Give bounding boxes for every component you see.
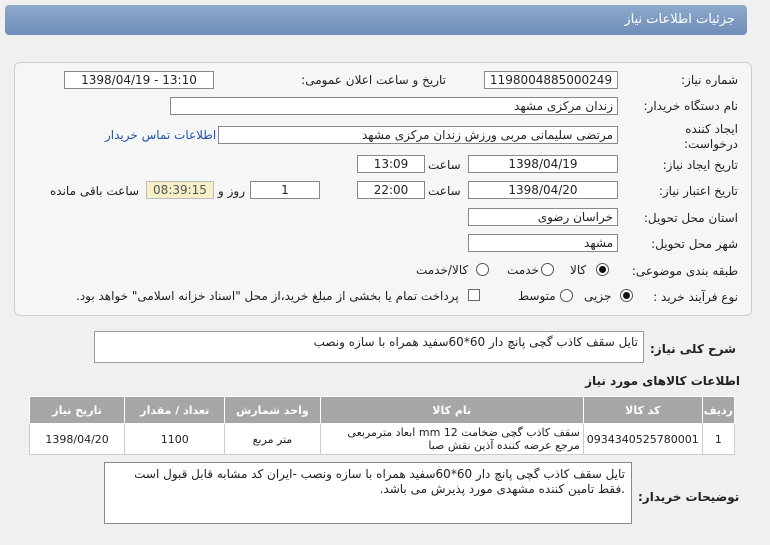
- category-goods-radio[interactable]: [596, 263, 609, 276]
- create-time-field[interactable]: 13:09: [357, 155, 425, 173]
- summary-text: تایل سقف کاذب گچی پانچ دار 60*60سفید همراه با سازه ونصب: [94, 331, 644, 363]
- creator-field[interactable]: مرتضی سلیمانی مربی ورزش زندان مرکزی مشهد: [218, 126, 618, 144]
- remaining-time-field: 08:39:15: [146, 181, 214, 199]
- process-minor-radio[interactable]: [620, 289, 633, 302]
- category-label: طبقه بندی موضوعی:: [631, 264, 738, 278]
- goods-section-title: اطلاعات کالاهای مورد نیاز: [585, 374, 740, 388]
- process-medium-radio[interactable]: [560, 289, 573, 302]
- remaining-time-label: ساعت باقی مانده: [50, 184, 140, 198]
- valid-date-label: تاریخ اعتبار نیاز:: [658, 184, 738, 198]
- cell-date: 1398/04/20: [30, 424, 125, 455]
- table-row: [30, 424, 735, 455]
- days-label: روز و: [218, 184, 245, 198]
- cell-code: 0934340525780001: [583, 424, 702, 455]
- buyer-field[interactable]: زندان مرکزی مشهد: [170, 97, 618, 115]
- summary-label: شرح کلی نیاز:: [650, 342, 736, 356]
- valid-date-field[interactable]: 1398/04/20: [468, 181, 618, 199]
- create-date-field[interactable]: 1398/04/19: [468, 155, 618, 173]
- cell-unit: متر مربع: [225, 424, 320, 455]
- creator-label: ایجاد کننده درخواست:: [684, 122, 738, 151]
- page-header: [5, 5, 747, 35]
- page-title: جزئیات اطلاعات نیاز: [624, 12, 735, 27]
- announce-datetime-label: تاریخ و ساعت اعلان عمومی:: [301, 73, 446, 87]
- goods-table: [29, 396, 735, 455]
- buyer-notes-label: توضیحات خریدار:: [638, 490, 740, 504]
- valid-time-field[interactable]: 22:00: [357, 181, 425, 199]
- announce-datetime-field[interactable]: 1398/04/19 - 13:10: [64, 71, 214, 89]
- buyer-contact-link[interactable]: اطلاعات تماس خریدار: [105, 128, 217, 142]
- create-time-label: ساعت: [428, 158, 461, 172]
- city-field[interactable]: مشهد: [468, 234, 618, 252]
- col-qty: تعداد / مقدار: [125, 397, 225, 424]
- category-service-label: خدمت: [507, 263, 539, 277]
- province-field[interactable]: خراسان رضوی: [468, 208, 618, 226]
- create-date-label: تاریخ ایجاد نیاز:: [662, 158, 738, 172]
- cell-name: سقف کاذب گچی ضخامت 12 mm ابعاد مترمربعی مرجع عرضه کننده آذین نقش صبا: [320, 424, 583, 455]
- category-both-label: کالا/خدمت: [416, 263, 469, 277]
- treasury-payment-note: پرداخت تمام یا بخشی از مبلغ خرید،از محل "اسناد خزانه اسلامی" خواهد بود.: [76, 289, 459, 303]
- category-goods-label: کالا: [570, 263, 587, 277]
- process-medium-label: متوسط: [518, 289, 556, 303]
- col-row: ردیف: [702, 397, 734, 424]
- treasury-payment-checkbox[interactable]: [468, 289, 480, 301]
- col-code: کد کالا: [583, 397, 702, 424]
- category-service-radio[interactable]: [541, 263, 554, 276]
- province-label: استان محل تحویل:: [643, 211, 738, 225]
- city-label: شهر محل تحویل:: [651, 237, 738, 251]
- cell-qty: 1100: [125, 424, 225, 455]
- process-label: نوع فرآیند خرید :: [653, 290, 738, 304]
- need-number-field[interactable]: 1198004885000249: [484, 71, 618, 89]
- cell-row: 1: [702, 424, 734, 455]
- goods-table-header: [30, 397, 735, 424]
- buyer-notes-text: تایل سقف کاذب گچی پانچ دار 60*60سفید همراه با سازه ونصب -ایران کد مشابه قابل قبول است .فقط تامین کننده مشهدی مورد پذیرش می باشد.: [104, 462, 632, 524]
- need-number-label: شماره نیاز:: [681, 73, 738, 87]
- valid-time-label: ساعت: [428, 184, 461, 198]
- col-unit: واحد شمارش: [225, 397, 320, 424]
- buyer-label: نام دستگاه خریدار:: [643, 99, 738, 113]
- col-name: نام کالا: [320, 397, 583, 424]
- category-both-radio[interactable]: [476, 263, 489, 276]
- process-minor-label: جزیی: [584, 289, 612, 303]
- remaining-days-field[interactable]: 1: [250, 181, 320, 199]
- col-date: تاریخ نیاز: [30, 397, 125, 424]
